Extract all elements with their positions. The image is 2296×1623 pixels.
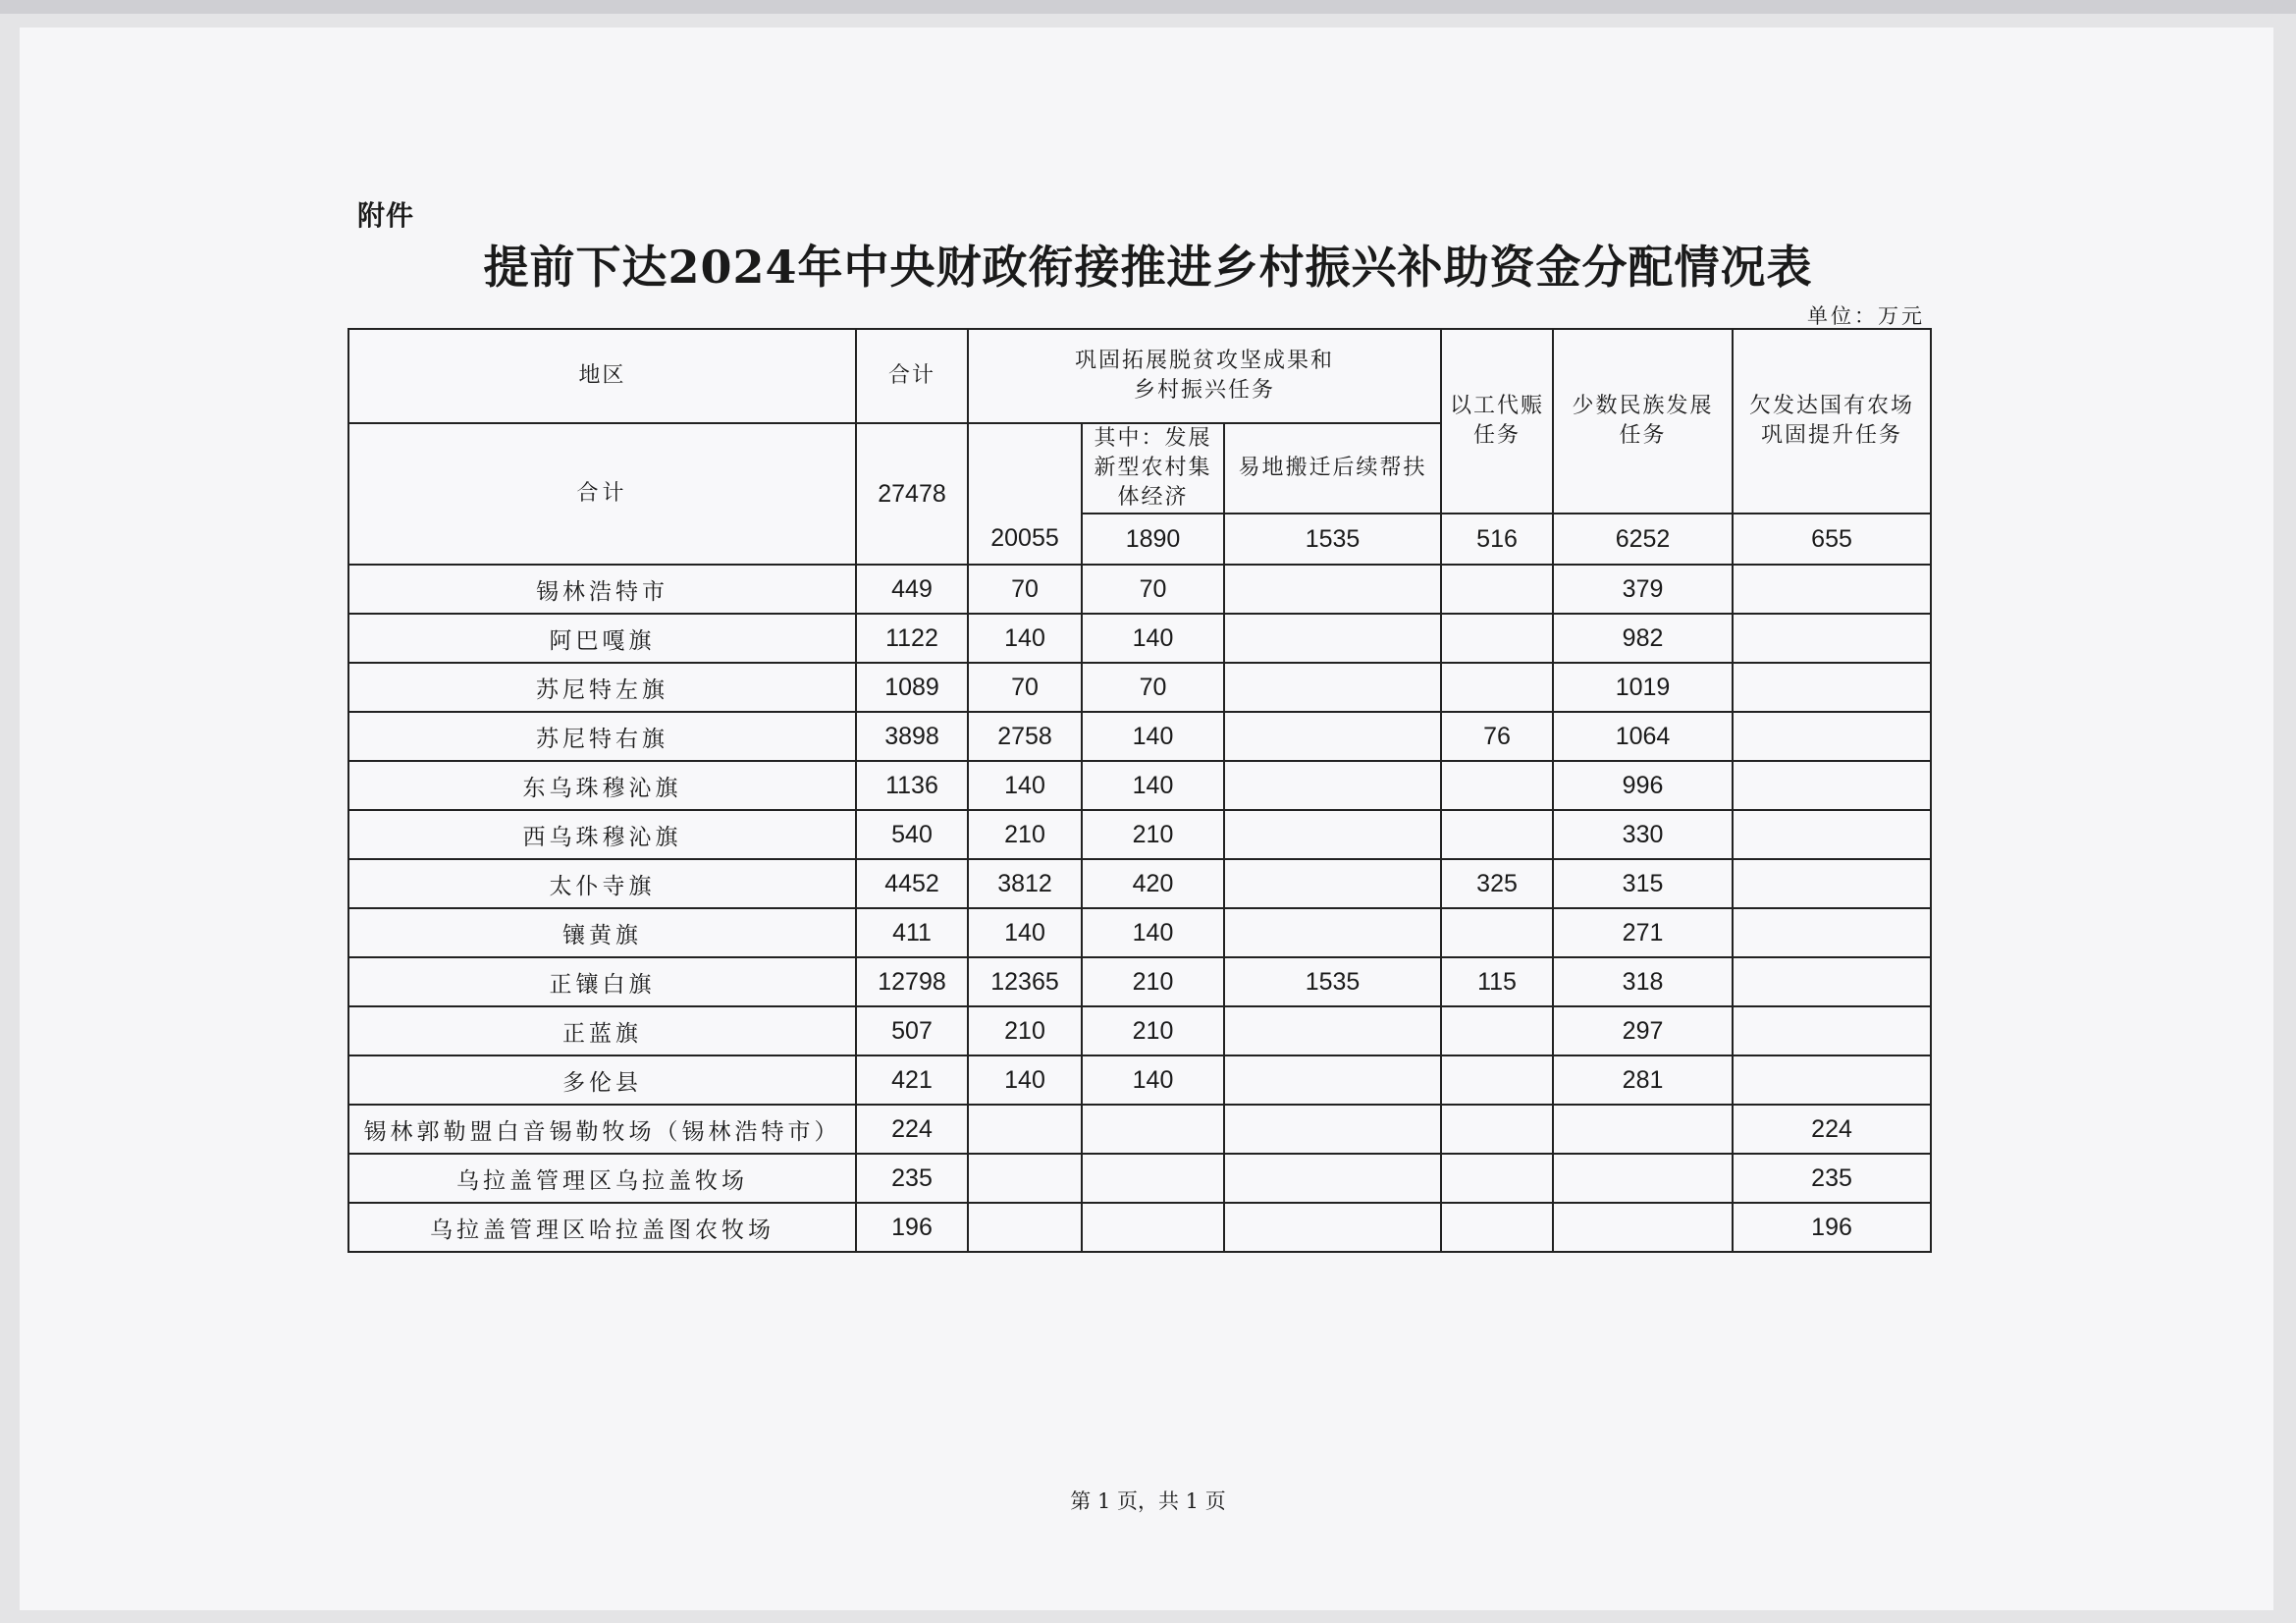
cell-farm [1733, 565, 1931, 614]
total-row-label: 合计 [348, 423, 856, 565]
cell-consolidate: 140 [968, 1055, 1082, 1105]
cell-work-relief [1441, 663, 1553, 712]
cell-consolidate: 70 [968, 565, 1082, 614]
table-row [348, 565, 1931, 614]
cell-work-relief [1441, 1154, 1553, 1203]
cell-ethnic: 318 [1553, 957, 1733, 1006]
cell-relocation [1224, 712, 1441, 761]
cell-region: 乌拉盖管理区乌拉盖牧场 [348, 1154, 856, 1203]
table-row [348, 859, 1931, 908]
cell-work-relief [1441, 761, 1553, 810]
table-row [348, 1006, 1931, 1055]
cell-collective-economy [1082, 1203, 1224, 1252]
total-row-total: 27478 [856, 423, 968, 565]
header-consolidate-blank [968, 423, 1082, 514]
table-row [348, 1055, 1931, 1105]
cell-consolidate: 3812 [968, 859, 1082, 908]
cell-total: 1122 [856, 614, 968, 663]
cell-farm: 196 [1733, 1203, 1931, 1252]
cell-region: 苏尼特左旗 [348, 663, 856, 712]
cell-relocation [1224, 565, 1441, 614]
cell-relocation [1224, 761, 1441, 810]
cell-work-relief [1441, 1105, 1553, 1154]
cell-consolidate: 140 [968, 908, 1082, 957]
cell-farm [1733, 1055, 1931, 1105]
cell-collective-economy: 210 [1082, 810, 1224, 859]
total-row-consolidate: 20055 [968, 514, 1082, 565]
cell-farm [1733, 761, 1931, 810]
cell-ethnic: 1019 [1553, 663, 1733, 712]
cell-collective-economy: 140 [1082, 761, 1224, 810]
cell-collective-economy: 140 [1082, 1055, 1224, 1105]
cell-total: 507 [856, 1006, 968, 1055]
cell-farm: 235 [1733, 1154, 1931, 1203]
cell-relocation [1224, 1055, 1441, 1105]
cell-ethnic: 315 [1553, 859, 1733, 908]
table-row [348, 1203, 1931, 1252]
cell-consolidate [968, 1203, 1082, 1252]
allocation-table [347, 328, 1932, 1253]
cell-relocation [1224, 1154, 1441, 1203]
cell-farm [1733, 663, 1931, 712]
header-work-relief-text: 以工代赈任务 [1450, 394, 1545, 448]
cell-region: 东乌珠穆沁旗 [348, 761, 856, 810]
cell-ethnic: 330 [1553, 810, 1733, 859]
unit-label: 单位：万元 [1807, 304, 1925, 328]
cell-region: 多伦县 [348, 1055, 856, 1105]
cell-collective-economy [1082, 1154, 1224, 1203]
cell-collective-economy [1082, 1105, 1224, 1154]
page-footer: 第 1 页，共 1 页 [1070, 1489, 1226, 1513]
cell-ethnic: 281 [1553, 1055, 1733, 1105]
cell-total: 3898 [856, 712, 968, 761]
cell-relocation [1224, 810, 1441, 859]
table-row [348, 761, 1931, 810]
cell-consolidate: 140 [968, 761, 1082, 810]
cell-region: 太仆寺旗 [348, 859, 856, 908]
cell-consolidate [968, 1105, 1082, 1154]
table-row [348, 663, 1931, 712]
total-row-collective-economy: 1890 [1082, 514, 1224, 565]
page-title: 提前下达2024年中央财政衔接推进乡村振兴补助资金分配情况表 [483, 241, 1813, 294]
header-collective-economy-text: 其中：发展新型农村集体经济 [1094, 426, 1212, 510]
cell-total: 540 [856, 810, 968, 859]
cell-region: 苏尼特右旗 [348, 712, 856, 761]
cell-total: 1136 [856, 761, 968, 810]
cell-total: 224 [856, 1105, 968, 1154]
cell-ethnic [1553, 1154, 1733, 1203]
cell-total: 449 [856, 565, 968, 614]
cell-ethnic [1553, 1105, 1733, 1154]
cell-ethnic [1553, 1203, 1733, 1252]
cell-work-relief [1441, 565, 1553, 614]
cell-farm [1733, 810, 1931, 859]
cell-relocation [1224, 663, 1441, 712]
cell-ethnic: 379 [1553, 565, 1733, 614]
cell-farm [1733, 859, 1931, 908]
cell-ethnic: 271 [1553, 908, 1733, 957]
cell-consolidate: 210 [968, 1006, 1082, 1055]
cell-consolidate: 70 [968, 663, 1082, 712]
cell-farm [1733, 614, 1931, 663]
cell-total: 235 [856, 1154, 968, 1203]
header-farm [1733, 329, 1931, 514]
cell-collective-economy: 140 [1082, 908, 1224, 957]
cell-collective-economy: 140 [1082, 614, 1224, 663]
total-row-relocation: 1535 [1224, 514, 1441, 565]
cell-work-relief [1441, 614, 1553, 663]
cell-relocation [1224, 908, 1441, 957]
cell-relocation [1224, 1105, 1441, 1154]
header-work-relief [1441, 329, 1553, 514]
scan-top-edge [0, 0, 2296, 14]
cell-collective-economy: 210 [1082, 957, 1224, 1006]
total-row-ethnic: 6252 [1553, 514, 1733, 565]
total-row-farm: 655 [1733, 514, 1931, 565]
cell-total: 411 [856, 908, 968, 957]
table-row [348, 810, 1931, 859]
cell-relocation [1224, 614, 1441, 663]
cell-ethnic: 297 [1553, 1006, 1733, 1055]
cell-consolidate: 12365 [968, 957, 1082, 1006]
table-row [348, 908, 1931, 957]
table-row [348, 957, 1931, 1006]
table-row [348, 614, 1931, 663]
cell-work-relief: 115 [1441, 957, 1553, 1006]
cell-total: 421 [856, 1055, 968, 1105]
table-row [348, 712, 1931, 761]
header-collective-economy [1082, 423, 1224, 514]
cell-work-relief [1441, 908, 1553, 957]
cell-work-relief [1441, 1006, 1553, 1055]
cell-consolidate [968, 1154, 1082, 1203]
cell-region: 正蓝旗 [348, 1006, 856, 1055]
cell-total: 4452 [856, 859, 968, 908]
cell-region: 乌拉盖管理区哈拉盖图农牧场 [348, 1203, 856, 1252]
cell-total: 1089 [856, 663, 968, 712]
cell-farm [1733, 908, 1931, 957]
cell-region: 西乌珠穆沁旗 [348, 810, 856, 859]
cell-work-relief: 325 [1441, 859, 1553, 908]
header-region: 地区 [348, 329, 856, 423]
cell-region: 正镶白旗 [348, 957, 856, 1006]
cell-relocation [1224, 1006, 1441, 1055]
cell-collective-economy: 70 [1082, 565, 1224, 614]
table-row [348, 1105, 1931, 1154]
cell-relocation [1224, 1203, 1441, 1252]
header-ethnic-text: 少数民族发展任务 [1572, 394, 1714, 448]
cell-collective-economy: 420 [1082, 859, 1224, 908]
table-header [348, 329, 1931, 565]
cell-farm [1733, 957, 1931, 1006]
cell-consolidate: 2758 [968, 712, 1082, 761]
region-rows [348, 565, 1931, 1252]
cell-work-relief: 76 [1441, 712, 1553, 761]
cell-relocation [1224, 859, 1441, 908]
cell-collective-economy: 210 [1082, 1006, 1224, 1055]
cell-farm [1733, 712, 1931, 761]
header-consolidate-text: 巩固拓展脱贫攻坚成果和乡村振兴任务 [1075, 349, 1335, 403]
header-ethnic [1553, 329, 1733, 514]
cell-collective-economy: 140 [1082, 712, 1224, 761]
header-consolidate [968, 329, 1441, 423]
header-total: 合计 [856, 329, 968, 423]
cell-region: 镶黄旗 [348, 908, 856, 957]
cell-region: 锡林浩特市 [348, 565, 856, 614]
cell-region: 锡林郭勒盟白音锡勒牧场（锡林浩特市） [348, 1105, 856, 1154]
cell-ethnic: 996 [1553, 761, 1733, 810]
cell-consolidate: 210 [968, 810, 1082, 859]
cell-collective-economy: 70 [1082, 663, 1224, 712]
header-farm-text: 欠发达国有农场巩固提升任务 [1749, 394, 1915, 448]
cell-ethnic: 1064 [1553, 712, 1733, 761]
table-row [348, 1154, 1931, 1203]
cell-relocation: 1535 [1224, 957, 1441, 1006]
cell-farm [1733, 1006, 1931, 1055]
attachment-label: 附件 [357, 199, 415, 232]
cell-work-relief [1441, 1055, 1553, 1105]
cell-work-relief [1441, 810, 1553, 859]
cell-work-relief [1441, 1203, 1553, 1252]
cell-farm: 224 [1733, 1105, 1931, 1154]
header-relocation: 易地搬迁后续帮扶 [1224, 423, 1441, 514]
cell-total: 196 [856, 1203, 968, 1252]
cell-ethnic: 982 [1553, 614, 1733, 663]
cell-region: 阿巴嘎旗 [348, 614, 856, 663]
cell-total: 12798 [856, 957, 968, 1006]
cell-consolidate: 140 [968, 614, 1082, 663]
total-row-work-relief: 516 [1441, 514, 1553, 565]
